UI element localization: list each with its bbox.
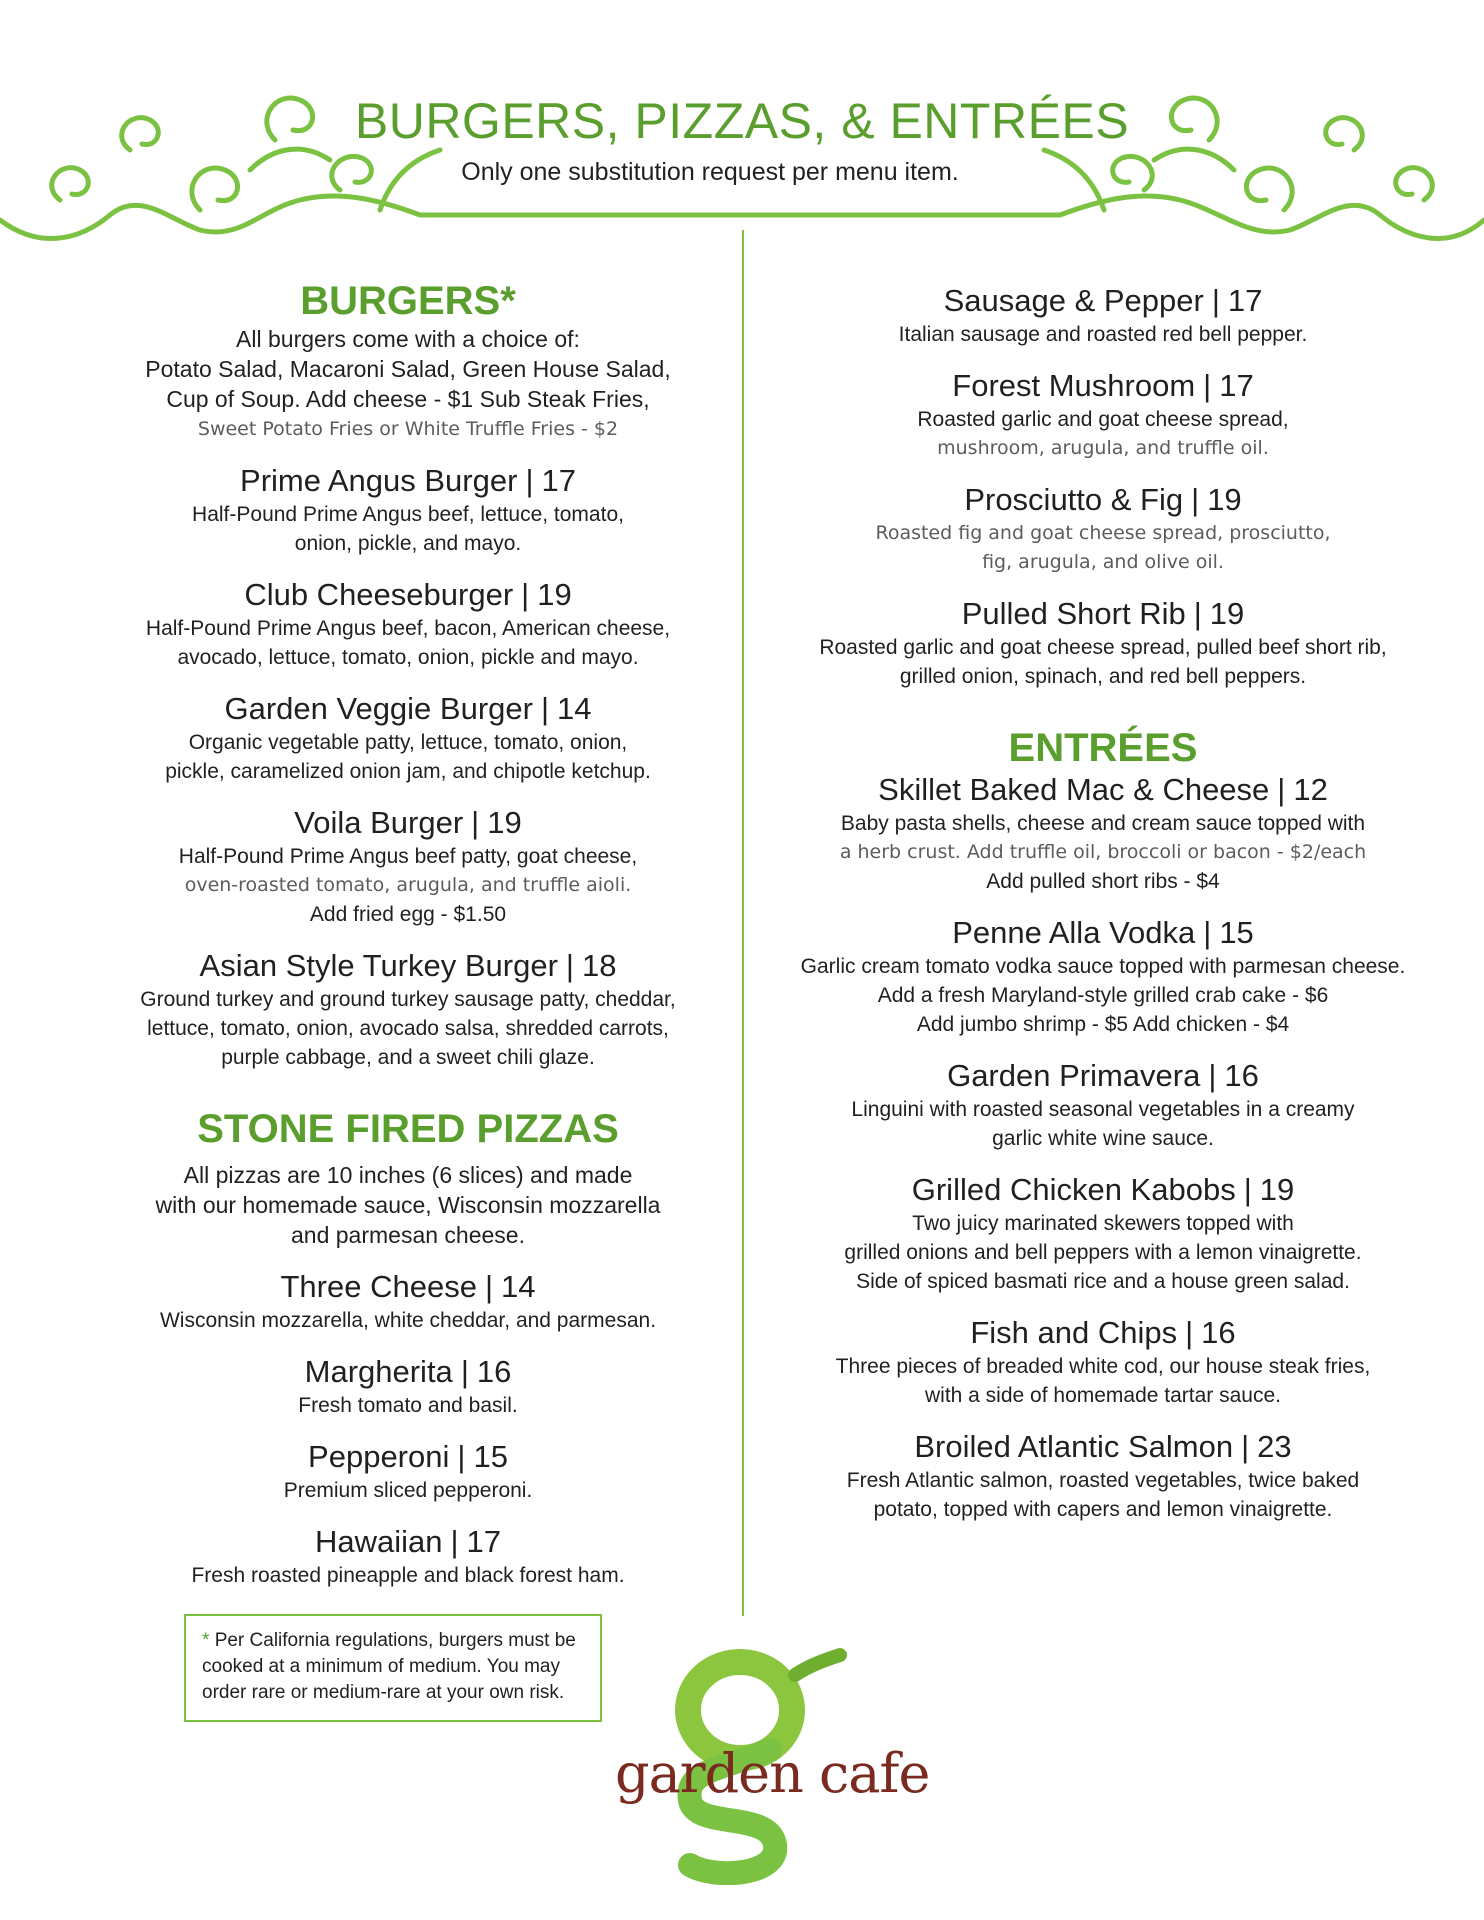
item-price: 17 [466,1524,502,1559]
item-description: grilled onion, spinach, and red bell peppers. [899,665,1307,688]
intro-line: Cup of Soup. Add cheese - $1 Sub Steak Fries, [166,386,650,412]
item-name: Pulled Short Rib [961,596,1186,631]
item-price: 18 [581,948,617,983]
item-addon: Add fried egg - $1.50 [309,903,507,926]
item-description: Premium sliced pepperoni. [283,1479,533,1502]
menu-item: Skillet Baked Mac & Cheese | 12 Baby pasta shells, cheese and cream sauce topped with a herb crust. Add truffle oil, broccoli or bacon - $2/each Add pulled short ribs - $4 [768,771,1438,896]
column-divider [742,230,744,1616]
item-description: Half-Pound Prime Angus beef, lettuce, tomato, [192,503,624,526]
menu-item: Prime Angus Burger | 17 Half-Pound Prime Angus beef, lettuce, tomato, onion, pickle, and mayo. [98,462,718,558]
item-description: Fresh roasted pineapple and black forest ham. [191,1564,625,1587]
item-price: 16 [1201,1315,1236,1350]
item-description: Fresh tomato and basil. [298,1394,518,1417]
item-description: Two juicy marinated skewers topped with [912,1212,1294,1235]
menu-item: Sausage & Pepper | 17 Italian sausage and roasted red bell pepper. [768,282,1438,349]
item-description: Three pieces of breaded white cod, our house steak fries, [835,1355,1371,1378]
item-price: 15 [1219,915,1254,950]
logo-text: garden cafe [615,1742,930,1805]
item-name: Voila Burger [294,805,464,840]
item-name: Broiled Atlantic Salmon [914,1429,1234,1464]
menu-item: Fish and Chips | 16 Three pieces of breaded white cod, our house steak fries, with a side of homemade tartar sauce. [768,1314,1438,1410]
item-description: onion, pickle, and mayo. [294,532,522,555]
item-name: Fish and Chips [970,1315,1178,1350]
item-description: garlic white wine sauce. [992,1127,1214,1150]
intro-line: with our homemade sauce, Wisconsin mozzarella [155,1192,661,1218]
pizzas-intro [98,1160,718,1250]
item-name: Prime Angus Burger [240,463,518,498]
menu-item: Penne Alla Vodka | 15 Garlic cream tomato vodka sauce topped with parmesan cheese. Add a fresh Maryland-style grilled crab cake - $6 Add jumbo shrimp - $5 Add chicken - $4 [768,914,1438,1039]
menu-item: Grilled Chicken Kabobs | 19 Two juicy marinated skewers topped with grilled onions and bell peppers with a lemon vinaigrette. Side of spiced basmati rice and a house green salad. [768,1171,1438,1296]
item-price: 16 [1224,1058,1259,1093]
item-price: 19 [1209,596,1245,631]
item-price: 17 [541,463,576,498]
item-description: Wisconsin mozzarella, white cheddar, and parmesan. [159,1309,657,1332]
item-description: Organic vegetable patty, lettuce, tomato, onion, [188,731,628,754]
item-description: a herb crust. Add truffle oil, broccoli or bacon - $2/each [839,841,1367,863]
item-description: mushroom, arugula, and truffle oil. [937,437,1269,459]
item-description: avocado, lettuce, tomato, onion, pickle and mayo. [177,646,639,669]
item-name: Asian Style Turkey Burger [199,948,558,983]
item-price: 23 [1257,1429,1292,1464]
item-name: Pepperoni [308,1439,450,1474]
item-price: 14 [557,691,592,726]
item-price: 19 [537,577,572,612]
item-price: 17 [1219,368,1254,403]
intro-line: and parmesan cheese. [291,1222,525,1248]
right-column [768,282,1438,1524]
item-description: Ground turkey and ground turkey sausage patty, cheddar, [140,988,676,1011]
item-price: 15 [473,1439,508,1474]
left-column [98,278,718,1590]
menu-item: Garden Primavera | 16 Linguini with roasted seasonal vegetables in a creamy garlic white wine sauce. [768,1057,1438,1153]
entrees-section-title: ENTRÉES [1008,726,1198,770]
regulation-footnote [184,1614,602,1722]
item-price: 16 [476,1354,512,1389]
menu-item: Margherita | 16 Fresh tomato and basil. [98,1353,718,1420]
item-name: Hawaiian [314,1524,443,1559]
item-name: Grilled Chicken Kabobs [911,1172,1236,1207]
item-description: lettuce, tomato, onion, avocado salsa, shredded carrots, [147,1017,669,1040]
item-name: Three Cheese [280,1269,477,1304]
item-description: Fresh Atlantic salmon, roasted vegetables, twice baked [846,1469,1360,1492]
item-description: Roasted garlic and goat cheese spread, pulled beef short rib, [819,636,1387,659]
burgers-section-title: BURGERS* [300,279,516,323]
intro-line: Potato Salad, Macaroni Salad, Green House Salad, [145,356,671,382]
burgers-intro [98,324,718,444]
item-name: Skillet Baked Mac & Cheese [878,772,1270,807]
item-addon: Add pulled short ribs - $4 [986,870,1220,893]
item-price: 19 [1259,1172,1295,1207]
item-description: Italian sausage and roasted red bell pepper. [898,323,1308,346]
pizzas-section-title: STONE FIRED PIZZAS [197,1107,619,1151]
item-name: Sausage & Pepper [943,283,1204,318]
item-description: Half-Pound Prime Angus beef patty, goat cheese, [178,845,638,868]
item-name: Penne Alla Vodka [952,915,1196,950]
item-price: 19 [487,805,522,840]
footnote-line: Per California regulations, burgers must be [214,1630,576,1651]
menu-item: Asian Style Turkey Burger | 18 Ground turkey and ground turkey sausage patty, cheddar, lettuce, tomato, onion, avocado salsa, shredded carrots, purple cabbage, and a sweet chili glaze. [98,947,718,1072]
menu-item: Hawaiian | 17 Fresh roasted pineapple and black forest ham. [98,1523,718,1590]
item-addon: Add a fresh Maryland-style grilled crab cake - $6 [877,984,1329,1007]
item-name: Garden Primavera [947,1058,1201,1093]
item-name: Club Cheeseburger [244,577,514,612]
item-description: Roasted fig and goat cheese spread, prosciutto, [875,522,1331,544]
menu-item: Three Cheese | 14 Wisconsin mozzarella, white cheddar, and parmesan. [98,1268,718,1335]
item-price: 12 [1293,772,1328,807]
intro-line: Sweet Potato Fries or White Truffle Fries - $2 [197,418,619,440]
item-description: Half-Pound Prime Angus beef, bacon, American cheese, [145,617,671,640]
item-description: with a side of homemade tartar sauce. [924,1384,1281,1407]
item-name: Margherita [304,1354,453,1389]
item-addon: Add jumbo shrimp - $5 Add chicken - $4 [916,1013,1290,1036]
item-description: Side of spiced basmati rice and a house green salad. [856,1270,1350,1293]
menu-item: Forest Mushroom | 17 Roasted garlic and goat cheese spread, mushroom, arugula, and truffle oil. [768,367,1438,463]
item-price: 19 [1207,482,1242,517]
footnote-asterisk: * [202,1630,210,1651]
menu-item: Pulled Short Rib | 19 Roasted garlic and goat cheese spread, pulled beef short rib, grilled onion, spinach, and red bell peppers. [768,595,1438,691]
item-description: purple cabbage, and a sweet chili glaze. [221,1046,595,1069]
item-description: Roasted garlic and goat cheese spread, [917,408,1289,431]
item-name: Forest Mushroom [952,368,1196,403]
item-description: fig, arugula, and olive oil. [982,551,1224,573]
menu-item: Garden Veggie Burger | 14 Organic vegetable patty, lettuce, tomato, onion, pickle, caramelized onion jam, and chipotle ketchup. [98,690,718,786]
item-name: Garden Veggie Burger [224,691,533,726]
menu-item: Voila Burger | 19 Half-Pound Prime Angus beef patty, goat cheese, oven-roasted tomato, arugula, and truffle aioli. Add fried egg - $1.50 [98,804,718,929]
menu-item: Pepperoni | 15 Premium sliced pepperoni. [98,1438,718,1505]
item-price: 14 [501,1269,536,1304]
page-title: BURGERS, PIZZAS, & ENTRÉES [354,93,1130,149]
intro-line: All pizzas are 10 inches (6 slices) and made [183,1162,633,1188]
item-price: 17 [1227,283,1263,318]
intro-line: All burgers come with a choice of: [236,326,580,352]
item-description: grilled onions and bell peppers with a lemon vinaigrette. [844,1241,1362,1264]
item-description: oven-roasted tomato, arugula, and truffle aioli. [184,874,632,896]
page-subtitle: Only one substitution request per menu item. [461,158,959,186]
menu-item: Club Cheeseburger | 19 Half-Pound Prime Angus beef, bacon, American cheese, avocado, lettuce, tomato, onion, pickle and mayo. [98,576,718,672]
item-name: Prosciutto & Fig [964,482,1184,517]
item-description: Baby pasta shells, cheese and cream sauce topped with [840,812,1366,835]
item-description: Garlic cream tomato vodka sauce topped with parmesan cheese. [800,955,1406,978]
footnote-line: cooked at a minimum of medium. You may [202,1656,561,1677]
menu-item: Prosciutto & Fig | 19 Roasted fig and goat cheese spread, prosciutto, fig, arugula, and olive oil. [768,481,1438,577]
item-description: Linguini with roasted seasonal vegetables in a creamy [851,1098,1355,1121]
item-description: potato, topped with capers and lemon vinaigrette. [873,1498,1333,1521]
item-description: pickle, caramelized onion jam, and chipotle ketchup. [165,760,651,783]
menu-item: Broiled Atlantic Salmon | 23 Fresh Atlantic salmon, roasted vegetables, twice baked potato, topped with capers and lemon vinaigrette. [768,1428,1438,1524]
footnote-line: order rare or medium-rare at your own risk. [202,1682,565,1703]
